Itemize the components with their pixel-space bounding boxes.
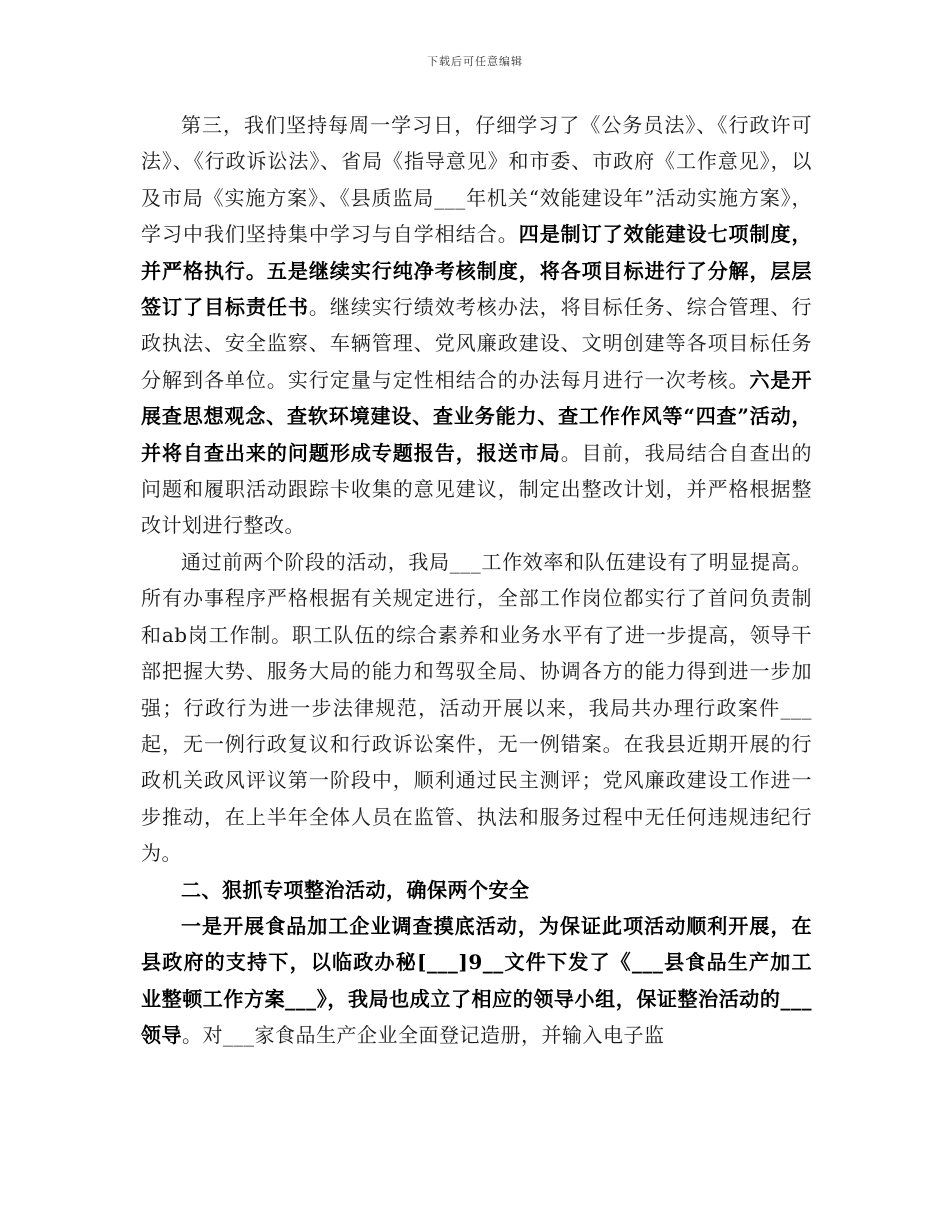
paragraph-food-inspection [141,908,812,1054]
paragraph-study [141,107,812,544]
heading-text: 二、狠抓专项整治活动，确保两个安全 [181,877,530,902]
section-heading [141,872,812,908]
paragraph-text: 第三，我们坚持每周一学习日，仔细学习了《公务员法》、《行政许可法》、《行政诉讼法》、省局《指导意见》和市委、市政府《工作意见》，以及市局《实施方案》、《县质监局___年机关“效能建设年”活动实施方案》，学习中我们坚持集中学习与自学相结合。 [141,113,812,247]
paragraph-text: 。对___家食品生产企业全面登记造册，并输入电子监 [182,1023,665,1048]
page-header: 下载后可任意编辑 [427,55,523,68]
paragraph-text: 。目前，我局结合自查出的问题和履职活动跟踪卡收集的意见建议，制定出整改计划，并严格根据整改计划进行整改。 [141,440,813,538]
bold-text: 一是开展食品加工企业调查摸底活动，为保证此项活动顺利开展，在县政府的支持下，以临政办秘[___]9__文件下发了《___县食品生产加工业整顿工作方案___》，我局也成立了相应的领导小组，保证整治活动的___领导 [141,913,812,1048]
bold-text: 四是制订了效能建设七项制度，并严格执行。五是继续实行纯净考核制度，将各项目标进行了分解，层层签订了目标责任书 [141,222,813,320]
bold-text: 六是开展查思想观念、查软环境建设、查业务能力、查工作作风等“四查”活动，并将自查出来的问题形成专题报告，报送市局 [141,367,813,465]
paragraph-results: 通过前两个阶段的活动，我局___工作效率和队伍建设有了明显提高。所有办事程序严格根据有关规定进行，全部工作岗位都实行了首问负责制和ab岗工作制。职工队伍的综合素养和业务水平有了进一步提高，领导干部把握大势、服务大局的能力和驾驭全局、协调各方的能力得到进一步加强；行政行为进一步法律规范，活动开展以来，我局共办理行政案件___起，无一例行政复议和行政诉讼案件，无一例错案。在我县近期开展的行政机关政风评议第一阶段中，顺利通过民主测评；党风廉政建设工作进一步推动，在上半年全体人员在监管、执法和服务过程中无任何违规违纪行为。 [141,549,812,866]
paragraph-text: 。继续实行绩效考核办法，将目标任务、综合管理、行政执法、安全监察、车辆管理、党风廉政建设、文明创建等各项目标任务分解到各单位。实行定量与定性相结合的办法每月进行一次考核。 [141,295,813,392]
document-body [141,107,812,1054]
